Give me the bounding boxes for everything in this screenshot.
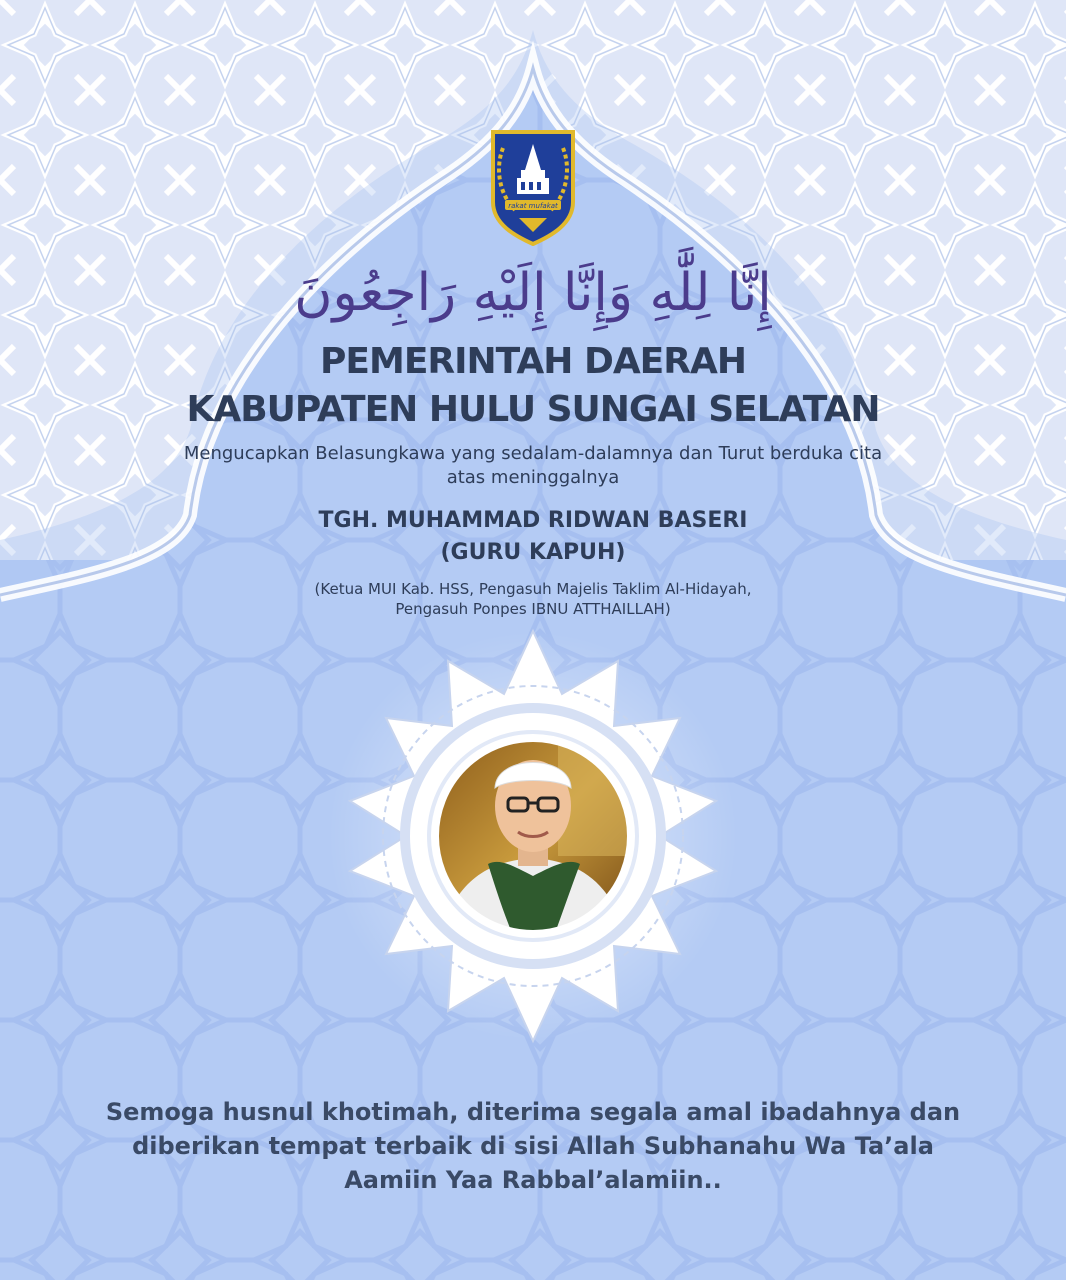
deceased-nickname: (GURU KAPUH) (440, 540, 626, 565)
condolence-line-2: atas meninggalnya (446, 467, 620, 488)
deceased-roles-line-1: (Ketua MUI Kab. HSS, Pengasuh Majelis Taklim Al-Hidayah, (314, 580, 752, 598)
emblem-motto: rakat mufakat (508, 202, 558, 210)
prayer-line-3: Aamiin Yaa Rabbal’alamiin.. (344, 1166, 722, 1194)
istirja-calligraphy: إِنَّا لِلَّٰهِ وَإِنَّا إِلَيْهِ رَاجِعُونَ (294, 263, 772, 323)
title-line-2: KABUPATEN HULU SUNGAI SELATAN (186, 389, 880, 430)
deceased-roles-line-2: Pengasuh Ponpes IBNU ATTHAILLAH) (395, 600, 671, 618)
prayer-line-1: Semoga husnul khotimah, diterima segala amal ibadahnya dan (105, 1098, 961, 1126)
prayer-line-2: diberikan tempat terbaik di sisi Allah Subhanahu Wa Ta’ala (132, 1132, 934, 1160)
deceased-name: TGH. MUHAMMAD RIDWAN BASERI (318, 508, 748, 533)
regency-emblem-icon (489, 128, 577, 246)
condolence-line-1: Mengucapkan Belasungkawa yang sedalam-dalamnya dan Turut berduka cita (183, 443, 883, 464)
ornament-frame (318, 626, 748, 1056)
title-line-1: PEMERINTAH DAERAH (320, 341, 746, 382)
